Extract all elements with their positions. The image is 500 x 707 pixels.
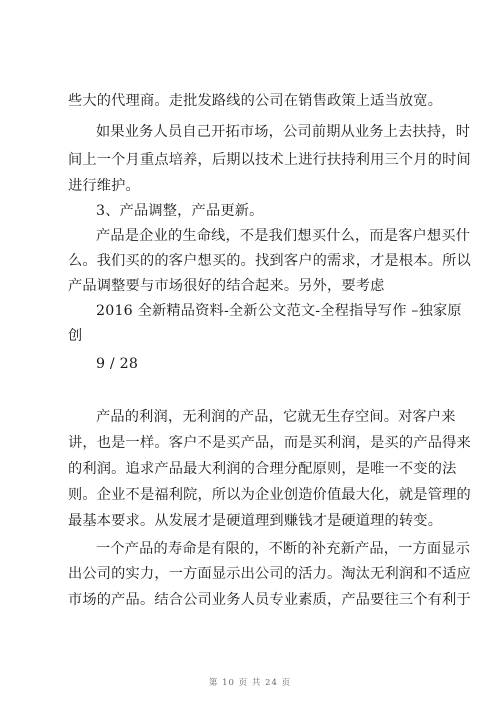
watermark-title: 2016 全新精品资料-全新公文范文-全程指导写作 –独家原 <box>96 303 462 319</box>
paragraph-line: 如果业务人员自己开拓市场，公司前期从业务上去扶持，时 <box>96 124 471 140</box>
paragraph-line: 最基本要求。从发展才是硬道理到赚钱才是硬道理的转变。 <box>68 513 443 529</box>
paragraph-line: 产品的利润，无利润的产品，它就无生存空间。对客户来 <box>96 409 456 425</box>
paragraph-line: 市场的产品。结合公司业务人员专业素质，产品要往三个有利于 <box>68 592 471 608</box>
paragraph-line: 一个产品的寿命是有限的，不断的补充新产品，一方面显示 <box>96 541 471 557</box>
watermark-title-cont: 创 <box>68 328 83 344</box>
paragraph-line: 么。我们买的的客户想买的。找到客户的需求，才是根本。所以 <box>68 253 471 269</box>
paragraph-line: 产品调整要与市场很好的结合起来。另外，要考虑 <box>68 278 385 294</box>
section-heading: 3、产品调整，产品更新。 <box>96 203 264 219</box>
paragraph-line: 间上一个月重点培养，后期以技术上进行扶持利用三个月的时间 <box>68 152 471 168</box>
paragraph-line: 些大的代理商。走批发路线的公司在销售政策上适当放宽。 <box>68 93 443 109</box>
page-counter: 9 / 28 <box>96 356 139 372</box>
paragraph-line: 讲，也是一样。客户不是买产品，而是买利润，是买的产品得来 <box>68 435 471 451</box>
paragraph-line: 出公司的实力，一方面显示出公司的活力。淘汰无利润和不适应 <box>68 566 471 582</box>
page-footer: 第 10 页 共 24 页 <box>208 678 292 688</box>
paragraph-line: 则。企业不是福利院，所以为企业创造价值最大化，就是管理的 <box>68 487 471 503</box>
paragraph-line: 进行维护。 <box>68 178 140 194</box>
paragraph-line: 的利润。追求产品最大利润的合理分配原则，是唯一不变的法 <box>68 461 457 477</box>
paragraph-line: 产品是企业的生命线，不是我们想买什么，而是客户想买什 <box>96 228 471 244</box>
